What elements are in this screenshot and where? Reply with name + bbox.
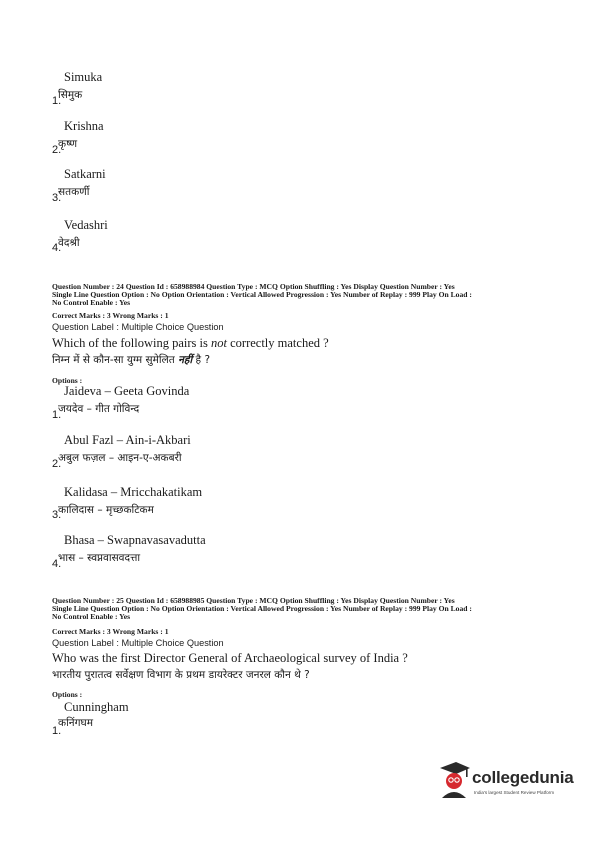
emphasis: नहीं bbox=[178, 354, 193, 366]
logo-brand: collegedunia bbox=[472, 768, 574, 787]
question-marks: Correct Marks : 3 Wrong Marks : 1 bbox=[52, 627, 169, 636]
option-text-hi: कनिंगघम bbox=[58, 717, 94, 729]
question-meta bbox=[52, 597, 572, 622]
emphasis: not bbox=[211, 336, 227, 350]
question-text-hindi: भारतीय पुरातत्व सर्वेक्षण विभाग के प्रथम डायरेक्टर जनरल कौन थे ? bbox=[52, 669, 310, 681]
option-number: 3. bbox=[52, 192, 62, 204]
option-text-hi: भास – स्वप्नवासवदत्ता bbox=[58, 552, 141, 564]
option-text-hi: कृष्ण bbox=[58, 138, 78, 150]
question-text: Which of the following pairs is not correctly matched ? bbox=[52, 336, 329, 350]
meta-line: Question Number : 24 Question Id : 658988984 Question Type : MCQ Option Shuffling : Yes Display Question Number : Yes bbox=[52, 282, 455, 291]
option-text-en: Krishna bbox=[64, 119, 104, 133]
question-text: Who was the first Director General of Archaeological survey of India ? bbox=[52, 651, 408, 665]
option-text-hi: वेदश्री bbox=[58, 237, 80, 249]
meta-line: No Control Enable : Yes bbox=[52, 298, 131, 308]
option-text-en: Abul Fazl – Ain-i-Akbari bbox=[64, 433, 191, 447]
option-text-en: Bhasa – Swapnavasavadutta bbox=[64, 533, 206, 547]
meta-line: No Control Enable : Yes bbox=[52, 612, 131, 622]
meta-line: Single Line Question Option : No Option Orientation : Vertical Allowed Progression : Yes Number of Replay : 999 Play On Load : bbox=[52, 604, 472, 614]
option-text-en: Satkarni bbox=[64, 167, 106, 181]
option-text-en: Vedashri bbox=[64, 218, 108, 232]
option-number: 4. bbox=[52, 242, 62, 254]
option-number: 1. bbox=[52, 725, 62, 737]
question-label: Question Label : Multiple Choice Question bbox=[52, 638, 224, 648]
option-text-en: Simuka bbox=[64, 70, 103, 84]
logo-tagline: India's largest Student Review Platform bbox=[474, 790, 555, 795]
meta-line: Question Number : 25 Question Id : 658988985 Question Type : MCQ Option Shuffling : Yes Display Question Number : Yes bbox=[52, 596, 455, 605]
question-text-hindi: निम्न में से कौन-सा युग्म सुमेलित नहीं है ? bbox=[52, 354, 211, 366]
option-number: 3. bbox=[52, 509, 62, 521]
question-meta bbox=[52, 283, 572, 308]
option-text-hi: सिमुक bbox=[58, 89, 83, 101]
question-marks: Correct Marks : 3 Wrong Marks : 1 bbox=[52, 311, 169, 320]
option-number: 4. bbox=[52, 558, 62, 570]
option-text-hi: अबुल फज़ल – आइन-ए-अकबरी bbox=[58, 452, 182, 464]
option-text-en: Jaideva – Geeta Govinda bbox=[64, 384, 190, 398]
option-text-en: Kalidasa – Mricchakatikam bbox=[64, 485, 203, 499]
option-text-hi: सतकर्णी bbox=[58, 186, 90, 198]
option-text-en: Cunningham bbox=[64, 700, 129, 714]
meta-line: Single Line Question Option : No Option Orientation : Vertical Allowed Progression : Yes Number of Replay : 999 Play On Load : bbox=[52, 290, 472, 300]
question-label: Question Label : Multiple Choice Question bbox=[52, 322, 224, 332]
graduate-icon bbox=[436, 760, 472, 800]
option-number: 2. bbox=[52, 144, 62, 156]
options-label: Options : bbox=[52, 376, 83, 385]
option-number: 1. bbox=[52, 409, 62, 421]
collegedunia-logo bbox=[436, 760, 574, 804]
option-text-hi: कालिदास – मृच्छकटिकम bbox=[58, 504, 154, 516]
option-number: 2. bbox=[52, 458, 62, 470]
options-label: Options : bbox=[52, 690, 83, 699]
option-number: 1. bbox=[52, 95, 62, 107]
option-text-hi: जयदेव – गीत गोविन्द bbox=[58, 403, 140, 415]
